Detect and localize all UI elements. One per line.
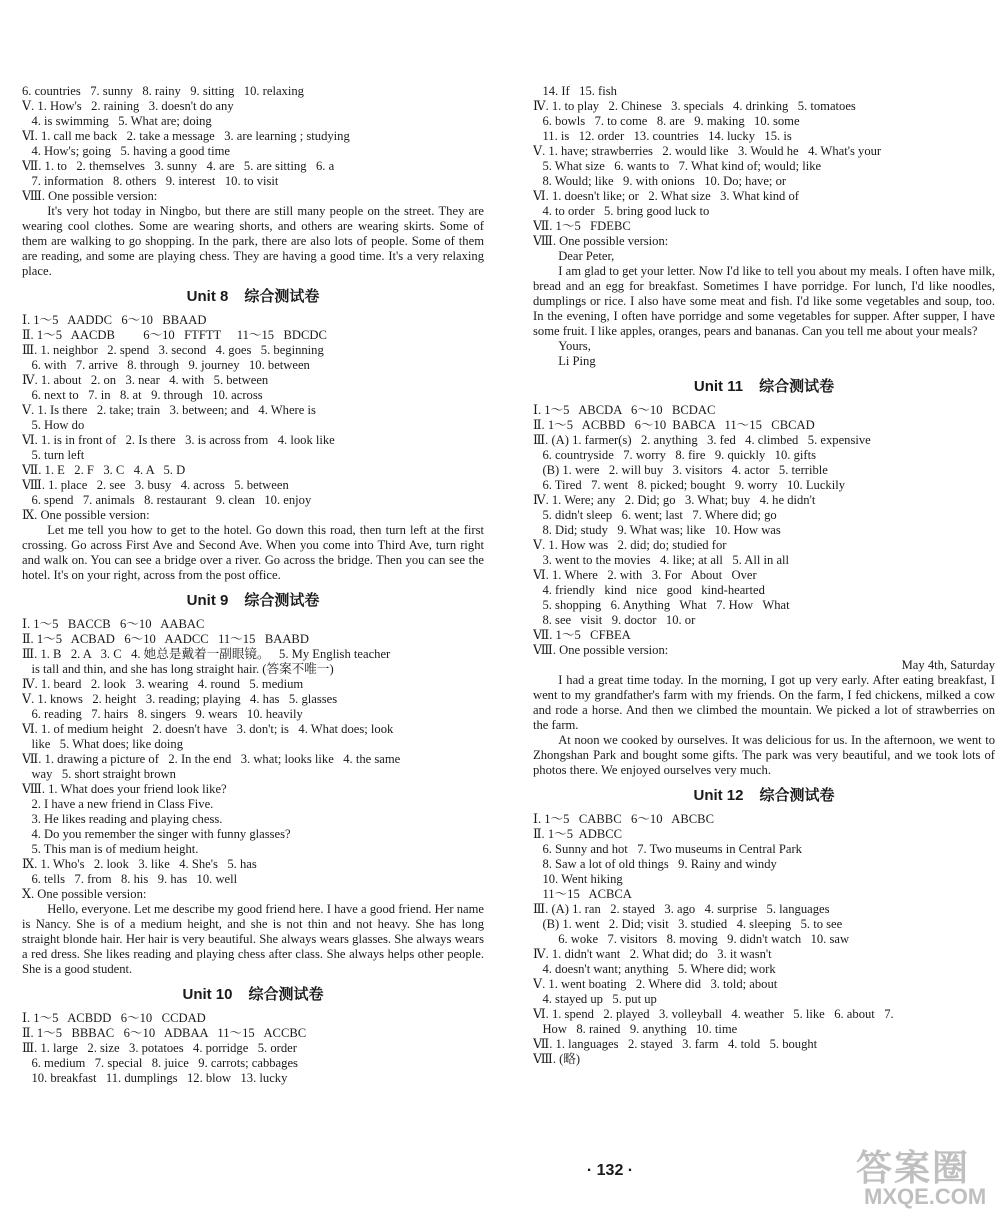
answer-line: 4. friendly kind nice good kind-hearted xyxy=(533,583,765,597)
answer-line: 14. If 15. fish xyxy=(533,84,617,98)
answer-line: 8. Did; study 9. What was; like 10. How was xyxy=(533,523,781,537)
answer-line: Ⅵ. 1. call me back 2. take a message 3. are learning ; studying xyxy=(22,129,350,143)
answer-line: 6. Tired 7. went 8. picked; bought 9. worry 10. Luckily xyxy=(533,478,846,492)
left-column xyxy=(22,84,484,1086)
answer-line: 4. Do you remember the singer with funny glasses? xyxy=(22,827,291,841)
letter-signature: Li Ping xyxy=(558,354,596,368)
answer-line: Ⅸ. 1. Who's 2. look 3. like 4. She's 5. has xyxy=(22,857,257,871)
answer-line: How 8. rained 9. anything 10. time xyxy=(533,1022,738,1036)
answer-line: Ⅵ. 1. is in front of 2. Is there 3. is across from 4. look like xyxy=(22,433,335,447)
answer-line: 8. Would; like 9. with onions 10. Do; have; or xyxy=(533,174,787,188)
sample-essay: Let me tell you how to get to the hotel. Go down this road, then turn left at the first crossing. Go across First Ave and Second Ave. When you come into Third Ave, turn right and walk on. You can see a bridge over a river. Go across the bridge. Then you can see the hotel. It's on your right, across from the post office. xyxy=(22,523,484,582)
answer-line: Ⅲ. 1. large 2. size 3. potatoes 4. porridge 5. order xyxy=(22,1041,297,1055)
answer-line: Ⅹ. One possible version: xyxy=(22,887,147,901)
answer-line: 5. shopping 6. Anything What 7. How What xyxy=(533,598,790,612)
answer-line: 5. What size 6. wants to 7. What kind of; would; like xyxy=(533,159,822,173)
answer-line: 5. How do xyxy=(22,418,85,432)
unit-title xyxy=(22,284,484,310)
answer-line: Ⅷ. 1. What does your friend look like? xyxy=(22,782,227,796)
answer-line: Ⅲ. 1. neighbor 2. spend 3. second 4. goes 5. beginning xyxy=(22,343,324,357)
answer-line: Ⅴ. 1. Is there 2. take; train 3. between; and 4. Where is xyxy=(22,403,316,417)
diary-date: May 4th, Saturday xyxy=(901,658,995,672)
answer-line: 10. breakfast 11. dumplings 12. blow 13. lucky xyxy=(22,1071,288,1085)
diary-paragraph: At noon we cooked by ourselves. It was delicious for us. In the afternoon, we went to Zhongshan Park and bought some gifts. The park was very beautiful, and we took lots of photos there. We enjoyed ourselves very much. xyxy=(533,733,995,777)
unit-title xyxy=(22,982,484,1008)
answer-line: Ⅳ. 1. to play 2. Chinese 3. specials 4. drinking 5. tomatoes xyxy=(533,99,856,113)
answer-line: Ⅶ. 1. E 2. F 3. C 4. A 5. D xyxy=(22,463,186,477)
unit12-section xyxy=(533,783,995,1067)
unit9-section xyxy=(22,588,484,977)
answer-line: Ⅰ. 1～5 AADDC 6～10 BBAAD xyxy=(22,313,207,327)
answer-line: Ⅲ. 1. B 2. A 3. C 4. 她总是戴着一副眼镜。 5. My English teacher xyxy=(22,647,391,661)
answer-line: is tall and thin, and she has long straight hair. (答案不唯一) xyxy=(22,662,334,676)
answer-line: Ⅶ. 1. languages 2. stayed 3. farm 4. told 5. bought xyxy=(533,1037,818,1051)
unit10-section xyxy=(22,982,484,1086)
watermark-logo xyxy=(850,1140,1000,1214)
answer-line: Ⅰ. 1～5 ACBDD 6～10 CCDAD xyxy=(22,1011,206,1025)
answer-line: Ⅶ. 1. drawing a picture of 2. In the end 3. what; looks like 4. the same xyxy=(22,752,401,766)
answer-line: 6. woke 7. visitors 8. moving 9. didn't watch 10. saw xyxy=(533,932,850,946)
answer-line: Ⅴ. 1. How was 2. did; do; studied for xyxy=(533,538,727,552)
answer-line: Ⅳ. 1. didn't want 2. What did; do 3. it wasn't xyxy=(533,947,772,961)
unit-title-subtitle: 综合测试卷 xyxy=(759,787,835,804)
answer-line: Ⅴ. 1. went boating 2. Where did 3. told; about xyxy=(533,977,778,991)
answer-line: way 5. short straight brown xyxy=(22,767,176,781)
unit-title-name: Unit 10 xyxy=(182,986,233,1003)
answer-line: 8. see visit 9. doctor 10. or xyxy=(533,613,696,627)
answer-line: Ⅲ. (A) 1. ran 2. stayed 3. ago 4. surprise 5. languages xyxy=(533,902,830,916)
unit-title-subtitle: 综合测试卷 xyxy=(244,592,320,609)
unit-title xyxy=(533,783,995,809)
answer-line: Ⅰ. 1～5 CABBC 6～10 ABCBC xyxy=(533,812,714,826)
answer-line: (B) 1. went 2. Did; visit 3. studied 4. sleeping 5. to see xyxy=(533,917,843,931)
answer-line: 11～15 ACBCA xyxy=(533,887,632,901)
answer-line: Ⅵ. 1. of medium height 2. doesn't have 3. don't; is 4. What does; look xyxy=(22,722,394,736)
answer-line: 4. How's; going 5. having a good time xyxy=(22,144,230,158)
answer-line: Ⅳ. 1. Were; any 2. Did; go 3. What; buy 4. he didn't xyxy=(533,493,816,507)
answer-line: Ⅰ. 1～5 BACCB 6～10 AABAC xyxy=(22,617,205,631)
letter-greeting: Dear Peter, xyxy=(558,249,615,263)
answer-line: Ⅳ. 1. beard 2. look 3. wearing 4. round 5. medium xyxy=(22,677,304,691)
answer-line: 6. medium 7. special 8. juice 9. carrots; cabbages xyxy=(22,1056,298,1070)
answer-line: 3. He likes reading and playing chess. xyxy=(22,812,223,826)
answer-line: 5. didn't sleep 6. went; last 7. Where did; go xyxy=(533,508,777,522)
answer-line: 8. Saw a lot of old things 9. Rainy and windy xyxy=(533,857,777,871)
answer-line: Ⅷ. One possible version: xyxy=(533,643,669,657)
answer-line: 4. doesn't want; anything 5. Where did; work xyxy=(533,962,776,976)
letter-closing: Yours, xyxy=(558,339,591,353)
unit-title-name: Unit 8 xyxy=(186,288,229,305)
answer-line: Ⅱ. 1～5 ADBCC xyxy=(533,827,623,841)
answer-line: Ⅴ. 1. How's 2. raining 3. doesn't do any xyxy=(22,99,234,113)
sample-essay: It's very hot today in Ningbo, but there are still many people on the street. They are wearing cool clothes. Some are wearing shorts, and others are wearing skirts. Some of them are walking to go shopping. In the park, there are also lots of people. Some of them are reading, and some are playing chess. They are having a good time. It's a very relaxing place. xyxy=(22,204,484,278)
unit7-answers xyxy=(22,84,484,279)
answer-line: Ⅱ. 1～5 AACDB 6～10 FTFTT 11～15 BDCDC xyxy=(22,328,327,342)
answer-line: 10. Went hiking xyxy=(533,872,623,886)
answer-line: 6. bowls 7. to come 8. are 9. making 10. some xyxy=(533,114,800,128)
answer-line: 6. with 7. arrive 8. through 9. journey 10. between xyxy=(22,358,310,372)
unit-title-name: Unit 9 xyxy=(186,592,229,609)
answer-line: 6. countryside 7. worry 8. fire 9. quickly 10. gifts xyxy=(533,448,816,462)
unit-title-subtitle: 综合测试卷 xyxy=(248,986,324,1003)
answer-line: Ⅵ. 1. spend 2. played 3. volleyball 4. weather 5. like 6. about 7. xyxy=(533,1007,894,1021)
answer-line: Ⅷ. One possible version: xyxy=(22,189,158,203)
page-number: · 132 · xyxy=(586,1162,634,1179)
letter-body: I am glad to get your letter. Now I'd like to tell you about my meals. I often have milk, bread and an egg for breakfast. Sometimes I have porridge. For lunch, I'd like noodles, dumplings or rice. I also have some meat and fish. I'd like some vegetables and soup, too. In the evening, I often have porridge and some vegetables for supper. After supper, I have some fruit. I like apples, oranges, pears and bananas. Can you tell me about your meals? xyxy=(533,264,995,338)
unit-title xyxy=(533,374,995,400)
unit-title-subtitle: 综合测试卷 xyxy=(759,378,835,395)
answer-line: 3. went to the movies 4. like; at all 5. All in all xyxy=(533,553,790,567)
answer-line: 5. turn left xyxy=(22,448,85,462)
answer-line: Ⅵ. 1. doesn't like; or 2. What size 3. What kind of xyxy=(533,189,799,203)
answer-line: Ⅴ. 1. have; strawberries 2. would like 3. Would he 4. What's your xyxy=(533,144,882,158)
answer-line: Ⅷ. One possible version: xyxy=(533,234,669,248)
answer-line: 4. stayed up 5. put up xyxy=(533,992,657,1006)
answer-line: Ⅲ. (A) 1. farmer(s) 2. anything 3. fed 4. climbed 5. expensive xyxy=(533,433,871,447)
watermark-url-text: MXQE.COM xyxy=(864,1184,987,1209)
answer-line: Ⅱ. 1～5 ACBBD 6～10 BABCA 11～15 CBCAD xyxy=(533,418,815,432)
answer-line: 11. is 12. order 13. countries 14. lucky 15. is xyxy=(533,129,792,143)
answer-line: like 5. What does; like doing xyxy=(22,737,184,751)
answer-line: Ⅶ. 1～5 FDEBC xyxy=(533,219,631,233)
answer-line: Ⅸ. One possible version: xyxy=(22,508,150,522)
answer-line: 7. information 8. others 9. interest 10. to visit xyxy=(22,174,279,188)
answer-line: Ⅶ. 1～5 CFBEA xyxy=(533,628,631,642)
answer-line: Ⅱ. 1～5 ACBAD 6～10 AADCC 11～15 BAABD xyxy=(22,632,309,646)
answer-line: 6. reading 7. hairs 8. singers 9. wears 10. heavily xyxy=(22,707,303,721)
answer-line: 5. This man is of medium height. xyxy=(22,842,199,856)
answer-line: 4. is swimming 5. What are; doing xyxy=(22,114,212,128)
diary-paragraph: I had a great time today. In the morning, I got up very early. After eating breakfast, I went to my grandfather's farm with my friends. On the farm, I fed chickens, milked a cow and rode a horse. And then we climbed the mountain. We picked a lot of strawberries on the farm. xyxy=(533,673,995,732)
answer-line: Ⅱ. 1～5 BBBAC 6～10 ADBAA 11～15 ACCBC xyxy=(22,1026,307,1040)
sample-essay: Hello, everyone. Let me describe my good friend here. I have a good friend. Her name is Nancy. She is of a medium height, and she is not thin and not heavy. She has long straight blonde hair. Her hair is very beautiful. She always wears glasses. She always wears a red dress. She likes reading and playing chess after class. She always helps other people. She is a good student. xyxy=(22,902,484,976)
unit-title-subtitle: 综合测试卷 xyxy=(244,288,320,305)
answer-line: 6. Sunny and hot 7. Two museums in Central Park xyxy=(533,842,802,856)
answer-line: Ⅵ. 1. Where 2. with 3. For About Over xyxy=(533,568,757,582)
unit8-section xyxy=(22,284,484,583)
unit10-continued xyxy=(533,84,995,369)
answer-line: 6. spend 7. animals 8. restaurant 9. clean 10. enjoy xyxy=(22,493,312,507)
answer-line: 2. I have a new friend in Class Five. xyxy=(22,797,214,811)
answer-line: 6. next to 7. in 8. at 9. through 10. across xyxy=(22,388,263,402)
unit-title-name: Unit 12 xyxy=(693,787,744,804)
right-column xyxy=(533,84,995,1067)
answer-line: (B) 1. were 2. will buy 3. visitors 4. actor 5. terrible xyxy=(533,463,828,477)
answer-line: 6. tells 7. from 8. his 9. has 10. well xyxy=(22,872,238,886)
answer-line: 6. countries 7. sunny 8. rainy 9. sitting 10. relaxing xyxy=(22,84,304,98)
answer-line: 4. to order 5. bring good luck to xyxy=(533,204,710,218)
answer-line: Ⅴ. 1. knows 2. height 3. reading; playing 4. has 5. glasses xyxy=(22,692,338,706)
answer-line: Ⅷ. 1. place 2. see 3. busy 4. across 5. between xyxy=(22,478,289,492)
answer-line: Ⅰ. 1～5 ABCDA 6～10 BCDAC xyxy=(533,403,716,417)
answer-line: Ⅶ. 1. to 2. themselves 3. sunny 4. are 5. are sitting 6. a xyxy=(22,159,335,173)
unit11-section xyxy=(533,374,995,778)
unit-title-name: Unit 11 xyxy=(693,378,744,395)
watermark-cn-text: 答案圈 xyxy=(856,1147,971,1188)
unit-title xyxy=(22,588,484,614)
answer-line: Ⅷ. (略) xyxy=(533,1052,581,1066)
answer-line: Ⅳ. 1. about 2. on 3. near 4. with 5. between xyxy=(22,373,269,387)
